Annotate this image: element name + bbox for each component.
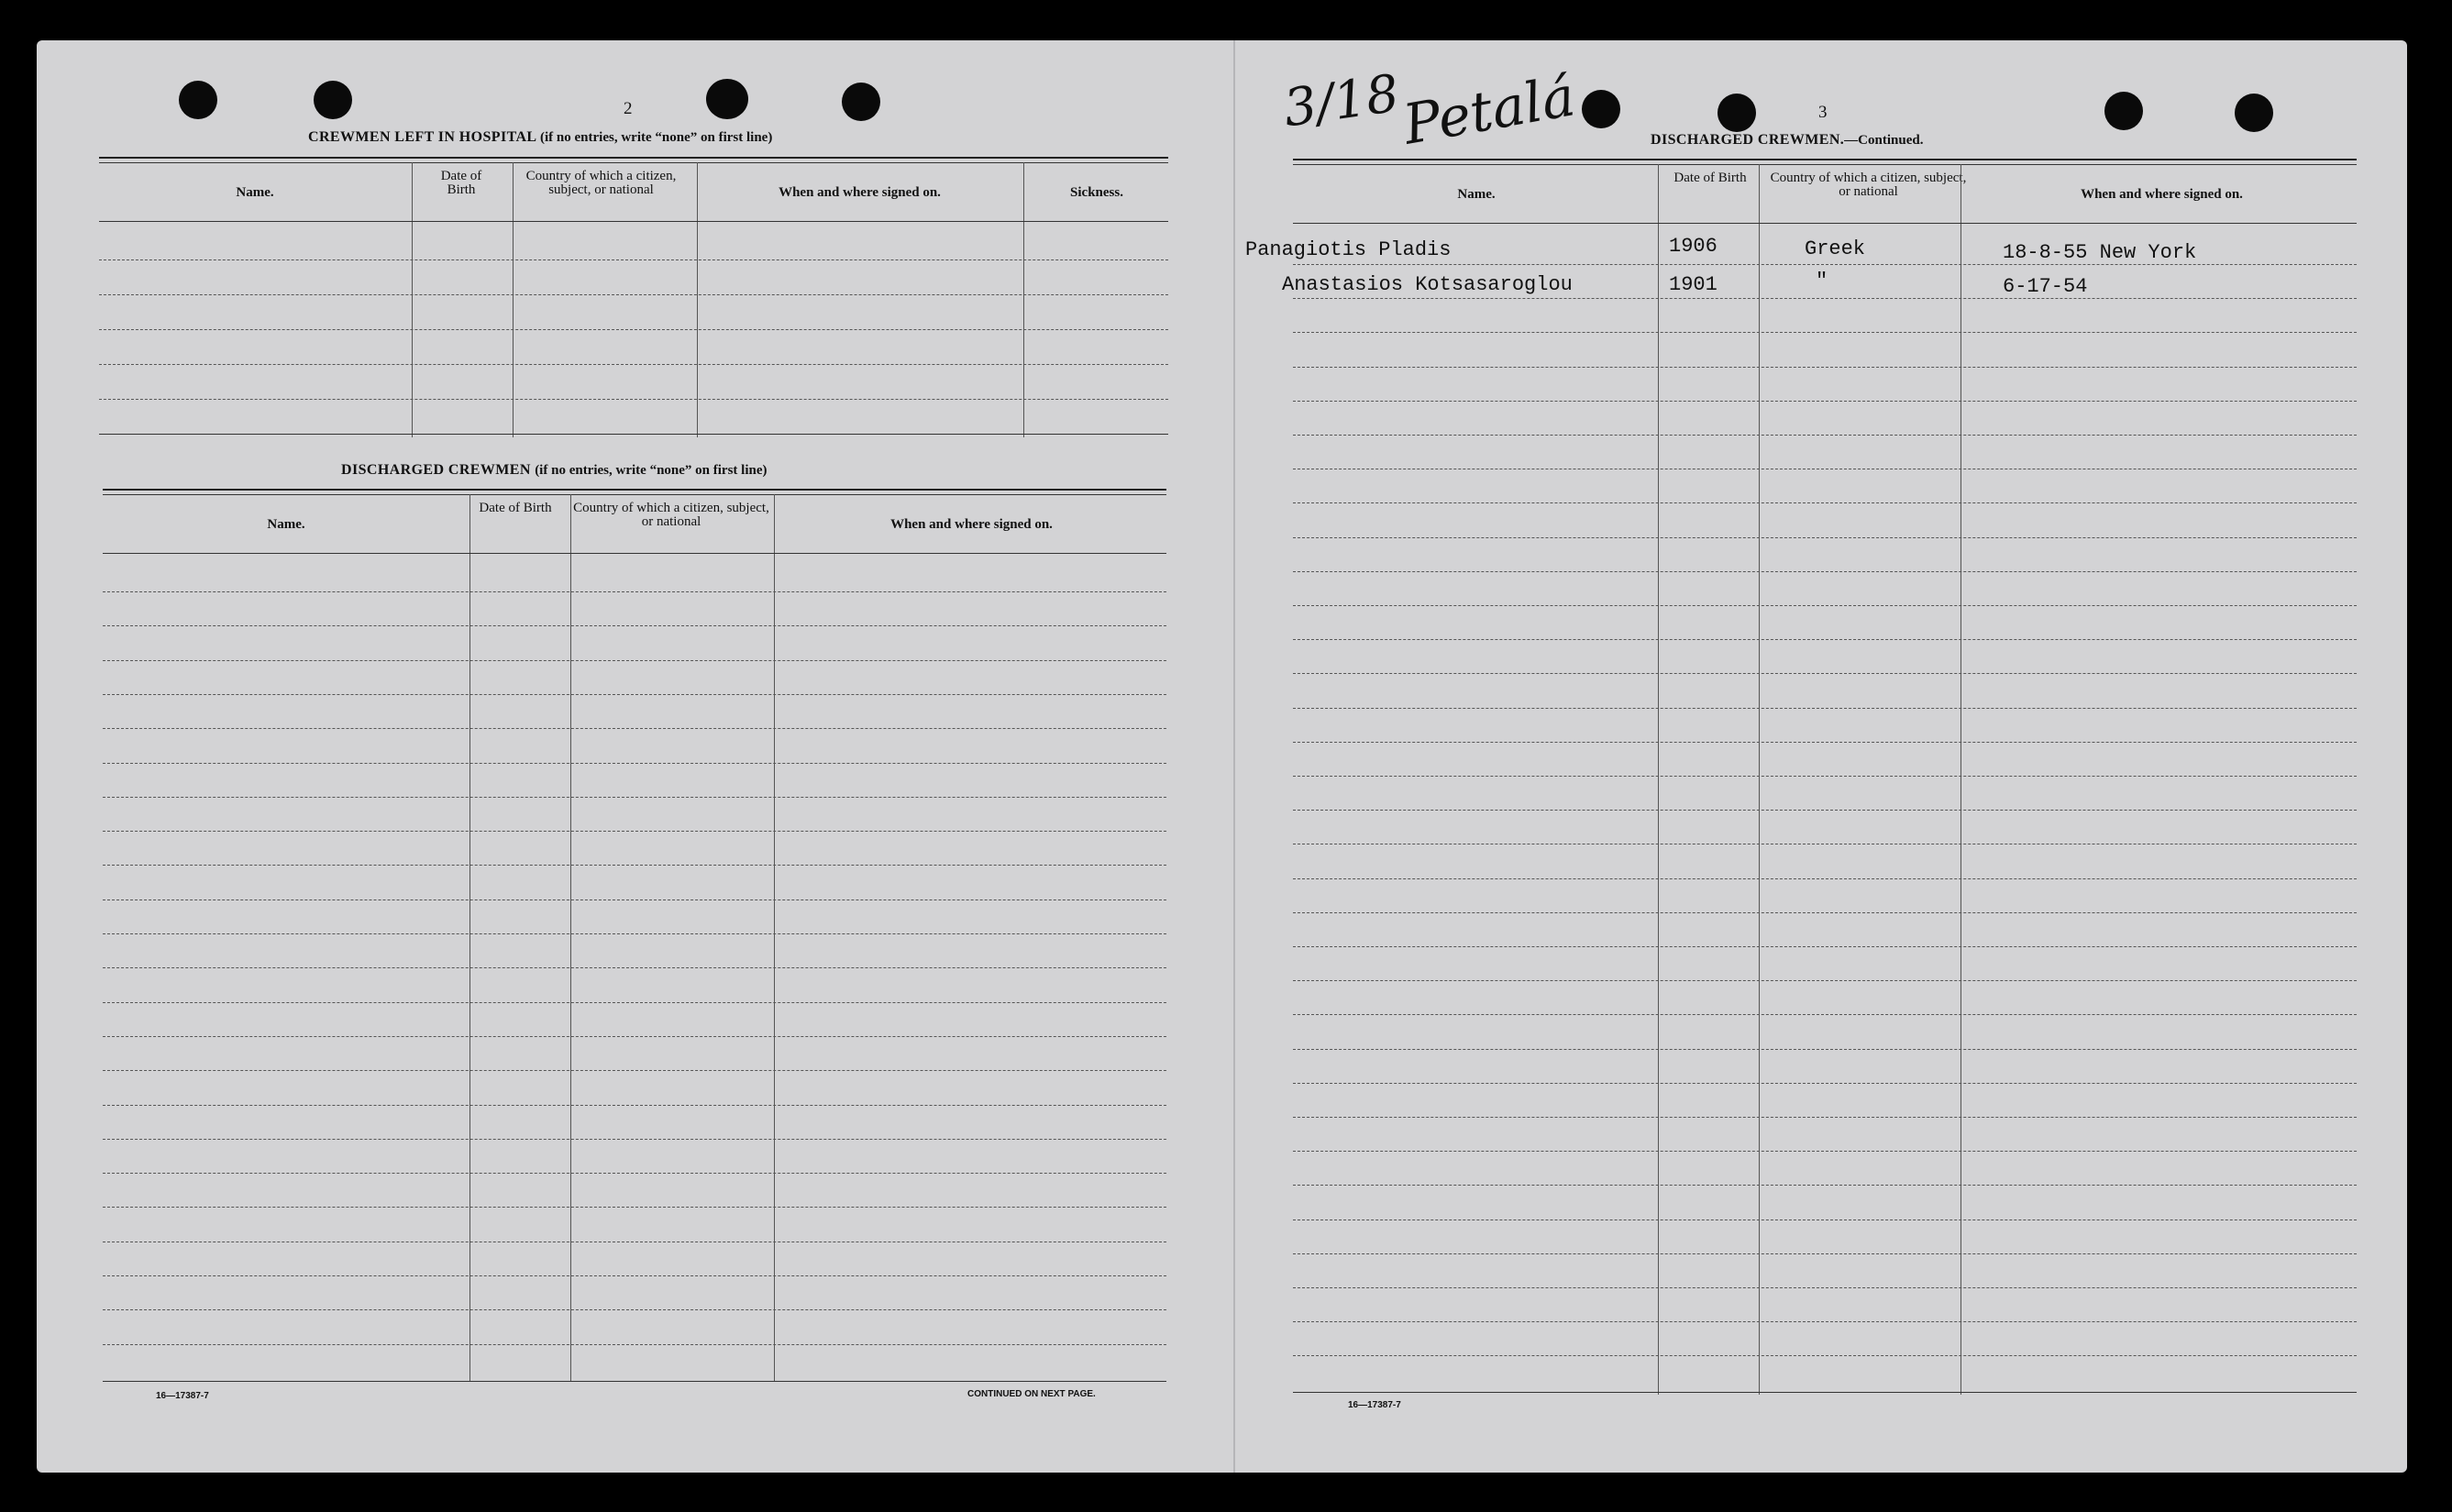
punch-hole (2104, 92, 2143, 130)
entry-dob: 1901 (1669, 273, 1718, 296)
ruled-line (103, 1207, 1166, 1208)
col-header-name: Name. (1457, 187, 1496, 202)
col-header-dob: Date of Birth (440, 169, 482, 197)
ruled-line (103, 660, 1166, 661)
discharged-continued-title (1651, 132, 1923, 149)
ruled-line (1293, 1083, 2357, 1084)
col-header-signed: When and where signed on. (779, 185, 941, 200)
handwritten-name: Petalá (1398, 64, 1580, 158)
ruled-line (1293, 912, 2357, 913)
ruled-line (1293, 605, 2357, 606)
ruled-line (1293, 435, 2357, 436)
col-header-dob: Date of Birth (1673, 171, 1747, 185)
ruled-line (1293, 401, 2357, 402)
punch-hole (1582, 90, 1620, 128)
ruled-line (103, 1173, 1166, 1174)
ruled-line (1293, 264, 2357, 265)
ruled-line (1293, 742, 2357, 743)
hospital-table (99, 157, 1168, 438)
ruled-line (103, 865, 1166, 866)
entry-country: " (1816, 270, 1828, 292)
ruled-line (103, 967, 1166, 968)
ruled-line (103, 797, 1166, 798)
ruled-line (103, 763, 1166, 764)
form-number: 16—17387-7 (1348, 1400, 1401, 1410)
punch-hole (2235, 94, 2273, 132)
ruled-line (103, 933, 1166, 934)
continued-title-note: —Continued. (1844, 133, 1924, 148)
punch-hole (706, 79, 748, 119)
ruled-line (1293, 878, 2357, 879)
col-header-name: Name. (236, 185, 274, 200)
ruled-line (1293, 1287, 2357, 1288)
ruled-line (1293, 537, 2357, 538)
ruled-line (103, 1070, 1166, 1071)
ruled-line (1293, 1253, 2357, 1254)
ruled-line (103, 1105, 1166, 1106)
hospital-title-main: CREWMEN LEFT IN HOSPITAL (308, 129, 536, 145)
ruled-line (103, 899, 1166, 900)
ruled-line (1293, 776, 2357, 777)
ruled-line (1293, 571, 2357, 572)
col-header-country: Country of which a citizen, subject, or national (573, 501, 769, 529)
ruled-line (1293, 502, 2357, 503)
continued-note: CONTINUED ON NEXT PAGE. (967, 1389, 1096, 1399)
discharged-section-title (341, 462, 767, 479)
ruled-line (103, 728, 1166, 729)
ruled-line (103, 1344, 1166, 1345)
ruled-line (103, 1002, 1166, 1003)
ruled-line (1293, 980, 2357, 981)
hospital-title-note: (if no entries, write “none” on first line) (540, 130, 773, 145)
ruled-line (103, 1036, 1166, 1037)
discharged-title-main: DISCHARGED CREWMEN (341, 462, 531, 478)
ruled-line (1293, 1014, 2357, 1015)
col-header-country: Country of which a citizen, subject, or national (525, 169, 677, 197)
col-header-signed: When and where signed on. (2081, 187, 2243, 202)
entry-dob: 1906 (1669, 235, 1718, 258)
punch-hole (179, 81, 217, 119)
ruled-line (103, 831, 1166, 832)
ruled-line (1293, 367, 2357, 368)
col-header-signed: When and where signed on. (890, 517, 1053, 532)
ruled-line (1293, 810, 2357, 811)
entry-name: Panagiotis Pladis (1245, 238, 1452, 261)
page-fold (1233, 40, 1235, 1473)
ruled-line (1293, 1355, 2357, 1356)
ruled-line (1293, 1185, 2357, 1186)
ruled-line (1293, 708, 2357, 709)
punch-hole (842, 83, 880, 121)
ruled-line (1293, 673, 2357, 674)
ruled-line (1293, 1321, 2357, 1322)
ruled-line (1293, 298, 2357, 299)
ruled-line (103, 1139, 1166, 1140)
page-number: 3 (1818, 103, 1828, 122)
page-number: 2 (624, 99, 633, 118)
col-header-sickness: Sickness. (1070, 185, 1123, 200)
hospital-section-title (308, 129, 772, 146)
entry-signed: 6-17-54 (2003, 275, 2088, 298)
discharged-title-note: (if no entries, write “none” on first line) (535, 463, 768, 478)
punch-hole (314, 81, 352, 119)
ruled-line (103, 1275, 1166, 1276)
col-header-country: Country of which a citizen, subject, or national (1770, 171, 1967, 199)
continued-title-main: DISCHARGED CREWMEN. (1651, 132, 1845, 148)
ruled-line (103, 1309, 1166, 1310)
ruled-line (1293, 639, 2357, 640)
ruled-line (1293, 946, 2357, 947)
ruled-line (1293, 1049, 2357, 1050)
ruled-line (1293, 1151, 2357, 1152)
discharged-table-right (1293, 159, 2357, 1396)
ruled-line (1293, 1117, 2357, 1118)
discharged-table-left (103, 489, 1166, 1385)
handwritten-date: 3/18 (1280, 63, 1403, 139)
punch-hole (1718, 94, 1756, 132)
form-number: 16—17387-7 (156, 1391, 209, 1401)
ruled-line (103, 694, 1166, 695)
col-header-name: Name. (267, 517, 305, 532)
entry-country: Greek (1805, 237, 1866, 260)
ruled-line (1293, 332, 2357, 333)
entry-name: Anastasios Kotsasaroglou (1282, 273, 1573, 296)
col-header-dob: Date of Birth (479, 501, 552, 515)
ruled-line (103, 591, 1166, 592)
entry-signed: 18-8-55 New York (2003, 241, 2197, 264)
ruled-line (103, 625, 1166, 626)
